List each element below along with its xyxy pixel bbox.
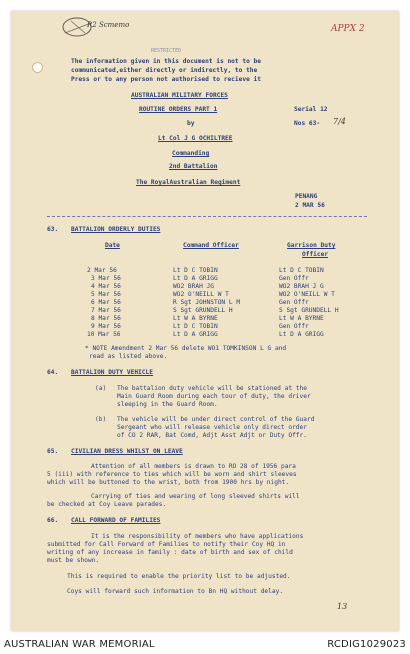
section-63-number: 63.: [47, 226, 59, 233]
para-b-label: (b): [95, 416, 107, 423]
para-b-line-1: The vehicle will be under direct control of the Guard: [117, 416, 315, 423]
families-line-1: It is the responsibility of members who have applications: [91, 533, 304, 540]
serial-number: Serial 12: [294, 106, 328, 113]
header-divider: [47, 216, 367, 217]
by-label: by: [187, 120, 195, 127]
roster-command-officer: R Sgt JOHNSTON L M: [173, 299, 241, 306]
roster-date: 7 Mar 56: [91, 307, 121, 314]
civ-dress-line-5: be checked at Coy Leave parades.: [47, 501, 167, 508]
roster-command-officer: Lt D C TOBIN: [173, 323, 218, 330]
roster-date: 5 Mar 56: [91, 291, 121, 298]
column-header-date: Date: [105, 242, 120, 249]
record-id: RCDIG1029023: [327, 639, 406, 650]
roster-garrison-officer: Lt W A BYRNE: [279, 315, 324, 322]
orders-title: ROUTINE ORDERS PART 1: [139, 106, 218, 113]
roster-command-officer: Lt W A BYRNE: [173, 315, 218, 322]
families-line-2: submitted for Call Forward of Families to notify their Coy HQ in: [47, 541, 286, 548]
warning-line-3: Press or to any person not authorised to recieve it: [71, 76, 261, 83]
regiment-label: The RoyalAustralian Regiment: [136, 179, 241, 186]
punch-hole: [32, 62, 43, 73]
families-line-3: writing of any increase in family : date of birth and sex of child: [47, 549, 293, 556]
roster-garrison-officer: Lt D C TOBIN: [279, 267, 324, 274]
section-64-heading: BATTALION DUTY VEHICLE: [71, 369, 153, 376]
para-a-line-1: The battalion duty vehicle will be stationed at the: [117, 385, 307, 392]
roster-amendment-note: * NOTE Amendment 2 Mar 56 delete WO1 TOMKINSON L G and: [85, 345, 287, 352]
roster-garrison-officer: Gen Offr: [279, 275, 309, 282]
para-b-line-2: Sergeant who will release vehicle only direct order: [117, 424, 307, 431]
roster-garrison-officer: Gen Offr: [279, 299, 309, 306]
document-page: [11, 11, 399, 631]
section-66-heading: CALL FORWARD OF FAMILIES: [71, 517, 161, 524]
column-header-officer: Officer: [302, 251, 329, 258]
section-63-heading: BATTALION ORDERLY DUTIES: [71, 226, 161, 233]
archive-name: AUSTRALIAN WAR MEMORIAL: [4, 639, 155, 650]
civ-dress-line-4: Carrying of ties and wearing of long sleeved shirts will: [91, 493, 300, 500]
roster-command-officer: WO2 O'NEILL W T: [173, 291, 229, 298]
commanding-label: Commanding: [172, 150, 210, 157]
roster-amendment-note-cont: read as listed above.: [89, 353, 168, 360]
families-line-4: must be shown.: [47, 557, 100, 564]
para-b-line-3: of CO 2 RAR, Bat Comd, Adjt Asst Adjt or Duty Offr.: [117, 432, 307, 439]
handwritten-note-top-left: R2 Scmemo: [87, 21, 130, 29]
handwritten-appendix-note: APPX 2: [331, 24, 365, 34]
section-65-heading: CIVILIAN DRESS WHILST ON LEAVE: [71, 448, 183, 455]
forces-heading: AUSTRALIAN MILITARY FORCES: [131, 92, 228, 99]
families-line-5: This is required to enable the priority list to be adjusted.: [67, 573, 291, 580]
roster-date: 6 Mar 56: [91, 299, 121, 306]
civ-dress-line-2: 5 (iii) with reference to ties which will be worn and shirt sleeves: [47, 471, 297, 478]
roster-garrison-officer: WO2 BRAH J G: [279, 283, 324, 290]
families-line-6: Coys will forward such information to Bn HQ without delay.: [67, 588, 284, 595]
roster-date: 3 Mar 56: [91, 275, 121, 282]
handwritten-serial: 7/4: [333, 117, 346, 126]
handwritten-page-number: 13: [337, 602, 348, 611]
section-66-number: 66.: [47, 517, 59, 524]
para-a-line-3: sleeping in the Guard Room.: [117, 401, 218, 408]
order-numbers: Nos 63-: [294, 120, 321, 127]
place-label: PENANG: [295, 193, 318, 200]
archive-footer: [0, 637, 410, 654]
roster-command-officer: Lt D C TOBIN: [173, 267, 218, 274]
battalion-label: 2nd Battalion: [169, 163, 218, 170]
roster-command-officer: WO2 BRAH JG: [173, 283, 214, 290]
para-a-label: (a): [95, 385, 107, 392]
warning-line-2: communicated,either directly or indirectly, to the: [71, 67, 258, 74]
roster-date: 8 Mar 56: [91, 315, 121, 322]
commanding-officer-name: Lt Col J G OCHILTREE: [158, 135, 233, 142]
roster-garrison-officer: WO2 O'NEILL W T: [279, 291, 335, 298]
roster-date: 4 Mar 56: [91, 283, 121, 290]
section-65-number: 65.: [47, 448, 59, 455]
roster-garrison-officer: Lt D A GRIGG: [279, 331, 324, 338]
roster-garrison-officer: Gen Offr: [279, 323, 309, 330]
classification-stamp: RESTRICTED: [151, 48, 182, 54]
roster-command-officer: Lt D A GRIGG: [173, 331, 218, 338]
roster-command-officer: Lt D A GRIGG: [173, 275, 218, 282]
roster-date: 10 Mar 56: [87, 331, 121, 338]
column-header-garrison-duty: Garrison Duty: [287, 242, 336, 249]
roster-date: 2 Mar 56: [87, 267, 117, 274]
civ-dress-line-3: which will be buttoned to the wrist, both from 1900 hrs by night.: [47, 479, 290, 486]
warning-line-1: The information given in this document is not to be: [71, 58, 261, 65]
section-64-number: 64.: [47, 369, 59, 376]
roster-garrison-officer: S Sgt GRUNDELL H: [279, 307, 339, 314]
roster-command-officer: S Sgt GRUNDELL H: [173, 307, 233, 314]
date-label: 2 MAR 56: [295, 202, 325, 209]
para-a-line-2: Main Guard Room during each tour of duty, the driver: [117, 393, 311, 400]
column-header-command-officer: Command Officer: [183, 242, 239, 249]
roster-date: 9 Mar 56: [91, 323, 121, 330]
civ-dress-line-1: Attention of all members is drawn to RO 28 of 1956 para: [91, 463, 296, 470]
